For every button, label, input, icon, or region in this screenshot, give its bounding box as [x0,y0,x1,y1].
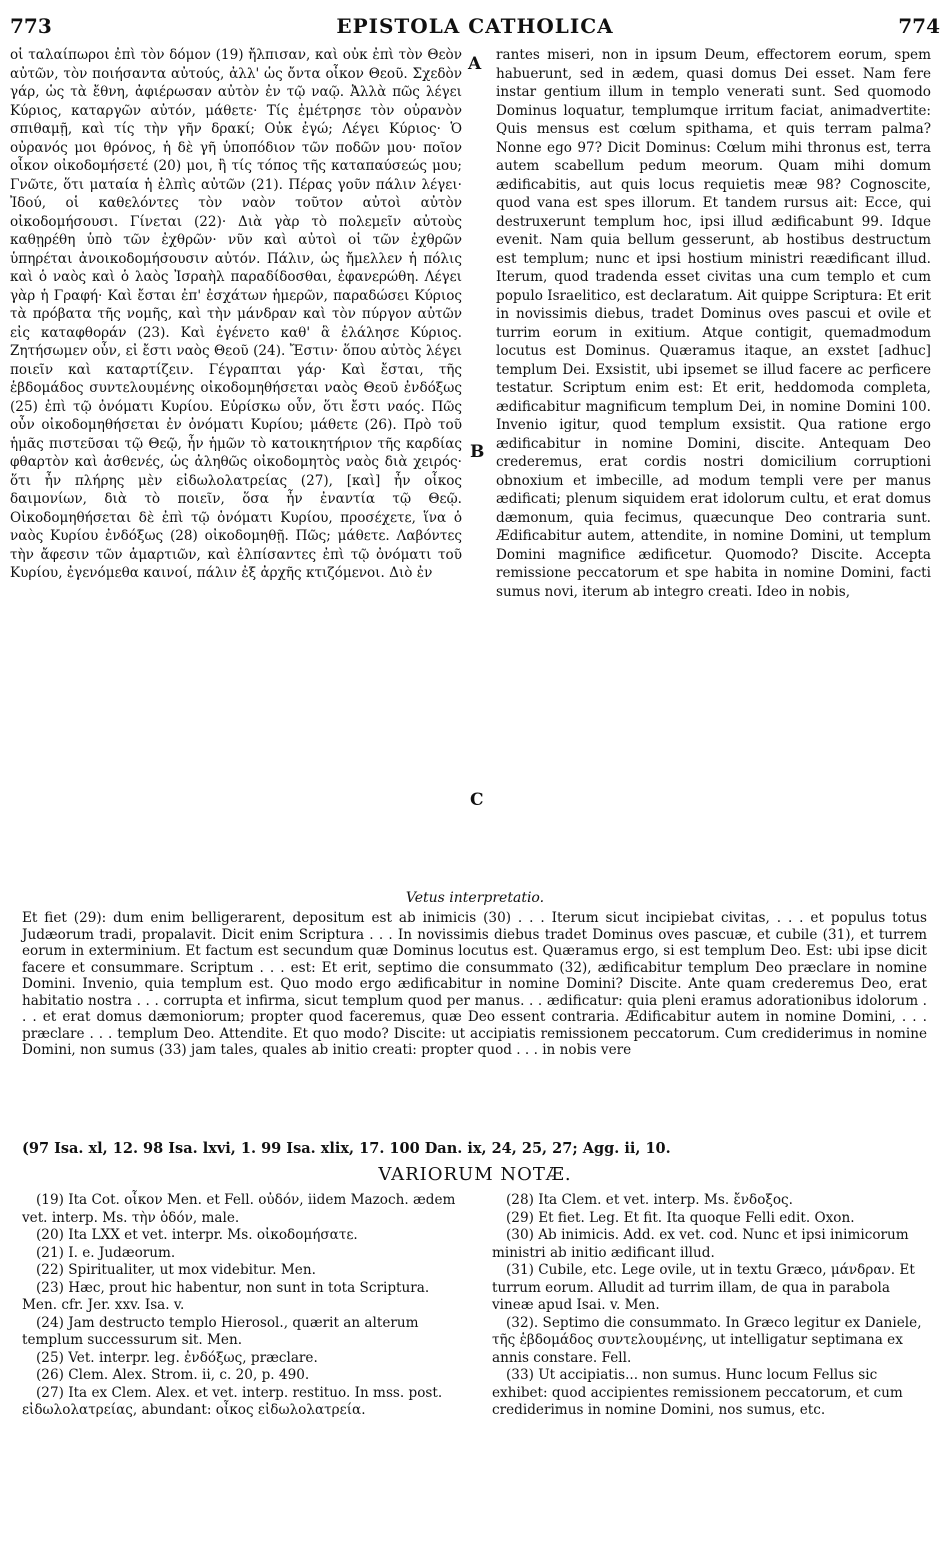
notes-right-column [492,1192,927,1420]
note-item: (23) Hæc, prout hic habentur, non sunt in tota Scriptura. Men. cfr. Jer. xxv. Isa. v. [22,1279,430,1313]
greek-text: οἱ ταλαίπωροι ἐπὶ τὸν δόμον (19) ἤλπισαν, καὶ οὐκ ἐπὶ τὸν Θεὸν αὐτῶν, τὸν ποιήσαντα αὐτούς, ἀλλ' ὡς ὄντα οἶκον Θεοῦ. Σχεδὸν γάρ, ὡς τὰ ἔθνη, ἀφιέρωσαν αὐτὸν ἐν τῷ ναῷ. Ἀλλὰ πῶς λέγει Κύριος, καταργῶν αὐτόν, μάθετε· Τίς ἐμέτρησε τὸν οὐρανὸν σπιθαμῇ, καὶ τίς τὴν γῆν δρακί; Οὐκ ἐγώ; Λέγει Κύριος· Ὁ οὐρανός μοι θρόνος, ἡ δὲ γῆ ὑποπόδιον τῶν ποδῶν μου· ποῖον οἶκον οἰκοδομήσετέ (20) μοι, ἢ τίς τόπος τῆς καταπαύσεώς μου; Γνῶτε, ὅτι ματαία ἡ ἐλπὶς αὐτῶν (21). Πέρας γοῦν πάλιν λέγει· Ἰδού, οἱ καθελόντες τὸν ναὸν τοῦτον αὐτοὶ αὐτὸν οἰκοδομήσουσι. Γίνεται (22)· Διὰ γὰρ τὸ πολεμεῖν αὐτοὺς καθῃρέθη ὑπὸ τῶν ἐχθρῶν· νῦν καὶ αὐτοὶ οἱ τῶν ἐχθρῶν ὑπηρέται ἀνοικοδομήσουσιν αὐτόν. Πάλιν, ὡς ἤμελλεν ἡ πόλις καὶ ὁ ναὸς καὶ ὁ λαὸς Ἰσραὴλ παραδίδοσθαι, ἐφανερώθη. Λέγει γὰρ ἡ Γραφή· Καὶ ἔσται ἐπ' ἐσχάτων ἡμερῶν, παραδώσει Κύριος τὰ πρόβατα τῆς νομῆς, καὶ τὴν μάνδραν καὶ τὸν πύργον αὐτῶν εἰς καταφθοράν (23). Καὶ ἐγένετο καθ' ἃ ἐλάλησε Κύριος. Ζητήσωμεν οὖν, εἰ ἔστι ναὸς Θεοῦ (24). Ἔστιν· ὅπου αὐτὸς λέγει ποιεῖν καὶ καταρτίζειν. Γέγραπται γάρ· Καὶ ἔσται, τῆς ἑβδομάδος συντελουμένης οἰκοδομηθήσεται ναὸς Θεοῦ ἐνδόξως (25) ἐπὶ τῷ ὀνόματι Κυρίου. Εὑρίσκω οὖν, ὅτι ἔστι ναός. Πῶς οὖν οἰκοδομηθήσεται ἐν ὀνόματι Κυρίου; μάθετε (26). Πρὸ τοῦ ἡμᾶς πιστεῦσαι τῷ Θεῷ, ἦν ἡμῶν τὸ κατοικητήριον τῆς καρδίας φθαρτὸν καὶ ἀσθενές, ὡς ἀληθῶς οἰκοδομητὸς ναὸς διὰ χειρός· ὅτι ἦν πλήρης μὲν εἰδωλολατρείας (27), [καὶ] ἦν οἶκος δαιμονίων, διὰ τὸ ποιεῖν, ὅσα ἦν ἐναντία τῷ Θεῷ. Οἰκοδομηθήσεται δὲ ἐπὶ τῷ ὀνόματι Κυρίου, προσέχετε, ἵνα ὁ ναὸς Κυρίου ἐνδόξως (28) οἰκοδομηθῇ. Πῶς; μάθετε. Λαβόντες τὴν ἄφεσιν τῶν ἁμαρτιῶν, καὶ ἐλπίσαντες ἐπὶ τῷ ὀνόματι τοῦ Κυρίου, ἐγενόμεθα καινοί, πάλιν ἐξ ἀρχῆς κτιζόμενοι. Διὸ ἐν [10,47,462,581]
notes-title: VARIORUM NOTÆ. [378,1164,572,1185]
note-item: (26) Clem. Alex. Strom. ii, c. 20, p. 490. [36,1367,310,1383]
scripture-footnote: (97 Isa. xl, 12. 98 Isa. lxvi, 1. 99 Isa. xlix, 17. 100 Dan. ix, 24, 25, 27; Agg. ii, 10. [22,1140,671,1157]
note-item: (19) Ita Cot. οἶκον Men. et Fell. οὐδόν, iidem Mazoch. ædem vet. interp. Ms. τὴν ὁδόν, male. [22,1192,456,1226]
marker-a: A [468,54,482,74]
note-item: (24) Jam destructo templo Hierosol., quærit an alterum templum successurum sit. Men. [22,1314,419,1348]
note-item: (31) Cubile, etc. Lege ovile, ut in textu Græco, μάνδραν. Et turrum eorum. Alludit ad turrim illam, de qua in parabola vineæ apud Isai. v. Men. [492,1262,915,1313]
note-item: (32). Septimo die consummato. In Græco legitur ex Daniele, τῆς ἑβδομάδος συντελουμένης, ut intelligatur septimana ex annis constare. Fell. [492,1314,922,1366]
page-number-left: 773 [10,14,52,38]
notes-left-column [22,1192,467,1420]
note-item: (20) Ita LXX et vet. interpr. Ms. οἰκοδομήσατε. [36,1227,358,1243]
latin-column [496,46,931,601]
note-item: (30) Ab inimicis. Add. ex vet. cod. Nunc et ipsi inimicorum ministri ab initio ædificant illud. [492,1227,909,1261]
greek-column [10,46,462,583]
note-item: (25) Vet. interpr. leg. ἐνδόξως, præclare. [36,1349,318,1366]
vetus-interpretatio-text: Et fiet (29): dum enim belligerarent, depositum est ab inimicis (30) . . . Iterum sicut incipiebat civitas, . . . et populus totus Judæorum tradi, propalavit. Dicit enim Scriptura . . . In novissimis diebus tradet Dominus oves pascuæ, et cubile (31), et turrem eorum in exterminium. Et factum est secundum quæ Dominus locutus est. Quæramus ergo, si est templum Deo. Est: ubi ipse dicit facere et consummare. Scriptum . . . est: Et erit, septimo die consummato (32), ædificabitur templum Deo præclare in nomine Domini. Invenio, quia templum est. Quo modo ergo ædificabitur in nomine Domini? Discite. Ante quam crederemus Deo, erat habitatio nostra . . . corrupta et infirma, sicut templum quod per manus. . . ædificatur: quia pleni eramus adorationibus idolorum . . . et erat domus dæmoniorum; propter quod faceremus, quæ Deo essent contraria. Ædificabitur autem in nomine Domini, . . . præclare . . . templum Deo. Attendite. Et quo modo? Discite: ut accipiatis remissionem peccatorum. Cum crediderimus in nomine Domini, non sumus (33) jam tales, quales ab initio creati: propter quod . . . in nobis vere [22,910,927,1058]
vetus-title: Vetus interpretatio. [405,890,545,906]
note-item: (27) Ita ex Clem. Alex. et vet. interp. restituo. In mss. post. εἰδωλολατρείας, abundant: οἶκος εἰδωλολατρεία. [22,1384,443,1418]
marker-b: B [470,442,485,462]
note-item: (22) Spiritualiter, ut mox videbitur. Men. [36,1262,316,1278]
latin-text: rantes miseri, non in ipsum Deum, effectorem eorum, spem habuerunt, sed in ædem, quasi domus Dei esset. Nam fere instar gentium illum in templo venerati sunt. Sed quomodo Dominus loquatur, templumque irritum faciat, animadvertite: Quis mensus est cœlum spithama, et quis terram palma? Nonne ego 97? Dicit Dominus: Cœlum mihi thronus est, terra autem scabellum pedum meorum. Quam mihi domum ædificabitis, aut quis locus requietis meæ 98? Cognoscite, quod vana est spes illorum. Et tandem rursus ait: Ecce, qui destruxerunt templum hoc, ipsi illud ædificabunt 99. Idque evenit. Nam quia bellum gesserunt, ab hostibus destructum est templum; nunc et ipsi hostium ministri reædificant illud. Iterum, quod tradenda esset civitas una cum templo et cum populo Israelitico, est declaratum. Ait quippe Scriptura: Et erit in novissimis diebus, tradet Dominus oves pascui et ovile et turrim eorum in exitium. Atque contigit, quemadmodum locutus est Dominus. Quæramus itaque, an exstet [adhuc] templum Dei. Exsistit, ubi ipsemet se illud facere ac perficere testatur. Scriptum enim est: Et erit, heddomoda completa, ædificabitur magnificum templum Dei, in nomine Domini 100. Invenio igitur, quod templum exsistit. Qua ratione ergo ædificabitur in nomine Domini, discite. Antequam Deo crederemus, erat cordis nostri domicilium corruptioni obnoxium et imbecille, ad modum templi vere per manus ædificati; plenum siquidem erat idolorum cultu, et erat domus dæmonum, quia fecimus, quæcunque Deo contraria sunt. Ædificabitur autem, attendite, in nomine Domini, ut templum Domini magnifice ædificetur. Quomodo? Discite. Accepta remissione peccatorum et spe habita in nomine Domini, facti sumus novi, iterum ab integro creati. Ideo in nobis, [496,47,931,600]
note-item: (33) Ut accipiatis... non sumus. Hunc locum Fellus sic exhibet: quod accipientes remissionem peccatorum, et cum crediderimus in nomine Domini, nos sumus, etc. [492,1367,903,1418]
page-title: EPISTOLA CATHOLICA [336,14,614,38]
page-number-right: 774 [898,14,940,38]
note-item: (28) Ita Clem. et vet. interp. Ms. ἔνδοξος. [506,1192,793,1208]
marker-c: C [470,790,484,810]
note-item: (21) I. e. Judæorum. [36,1244,176,1261]
note-item: (29) Et fiet. Leg. Et fit. Ita quoque Felli edit. Oxon. [506,1209,855,1226]
